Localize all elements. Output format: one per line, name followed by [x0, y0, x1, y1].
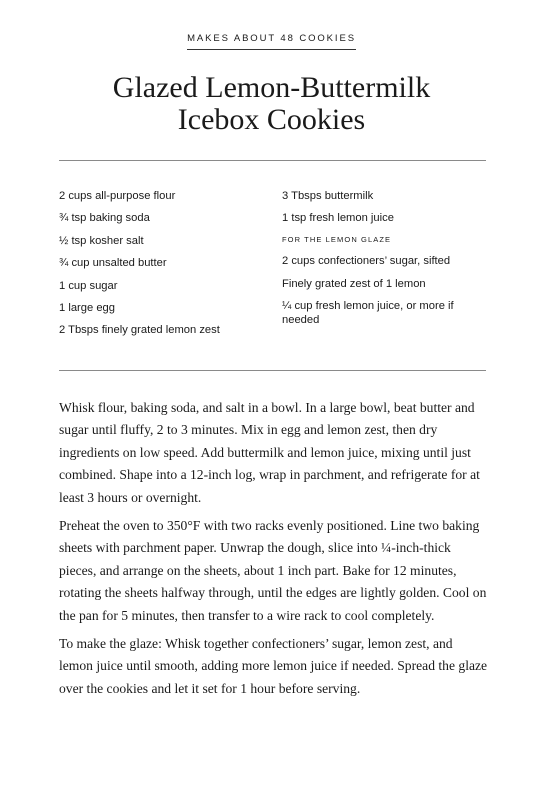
yield-header [0, 28, 543, 50]
ingredient-item: 3 Tbsps buttermilk [282, 190, 374, 202]
glaze-ingredient-item: ¼ cup fresh lemon juice, or more if needed [282, 300, 454, 327]
ingredient-item: 1 tsp fresh lemon juice [282, 212, 394, 225]
recipe-title [0, 72, 543, 136]
top-divider [59, 160, 486, 161]
ingredients-right-column [282, 189, 482, 336]
instruction-paragraph: Whisk flour, baking soda, and salt in a bowl. In a large bowl, beat butter and sugar until fluffy, 2 to 3 minutes. Mix in egg and lemon zest, then dry ingredients on low speed. Add buttermilk and lemon juice, mixing until just combined. Shape into a 12-inch log, wrap in parchment, and refrigerate for at least 3 hours or overnight. [59, 400, 480, 505]
title-line-1: Glazed Lemon-Buttermilk [112, 71, 431, 104]
instruction-paragraph: To make the glaze: Whisk together confectioners’ sugar, lemon zest, and lemon juice until smooth, adding more lemon juice if needed. Spread the glaze over the cookies and let it set for 1 hour before serving. [59, 636, 488, 696]
ingredient-item: 1 large egg [59, 301, 115, 314]
title-line-2: Icebox Cookies [177, 103, 366, 136]
instructions [59, 397, 489, 706]
ingredients-left-column [59, 189, 274, 346]
ingredient-item: 2 Tbsps finely grated lemon zest [59, 324, 220, 337]
ingredient-item: ¾ cup unsalted butter [59, 257, 167, 270]
ingredient-item: 1 cup sugar [59, 279, 118, 292]
ingredient-item: ½ tsp kosher salt [59, 234, 144, 247]
glaze-ingredient-item: 2 cups confectioners’ sugar, sifted [282, 255, 451, 268]
bottom-divider [59, 370, 486, 371]
ingredient-item: 2 cups all-purpose flour [59, 190, 176, 202]
glaze-ingredient-item: Finely grated zest of 1 lemon [282, 277, 426, 290]
glaze-subheading: FOR THE LEMON GLAZE [282, 235, 392, 245]
yield-label: MAKES ABOUT 48 COOKIES [187, 33, 356, 50]
ingredient-item: ¾ tsp baking soda [59, 212, 150, 225]
instruction-paragraph: Preheat the oven to 350°F with two racks evenly positioned. Line two baking sheets with parchment paper. Unwrap the dough, slice into ¼-inch-thick pieces, and arrange on the sheets, about 1 inch part. Bake for 12 minutes, rotating the sheets halfway through, until the edges are lightly golden. Cool on the pan for 5 minutes, then transfer to a wire rack to cool completely. [59, 518, 487, 623]
